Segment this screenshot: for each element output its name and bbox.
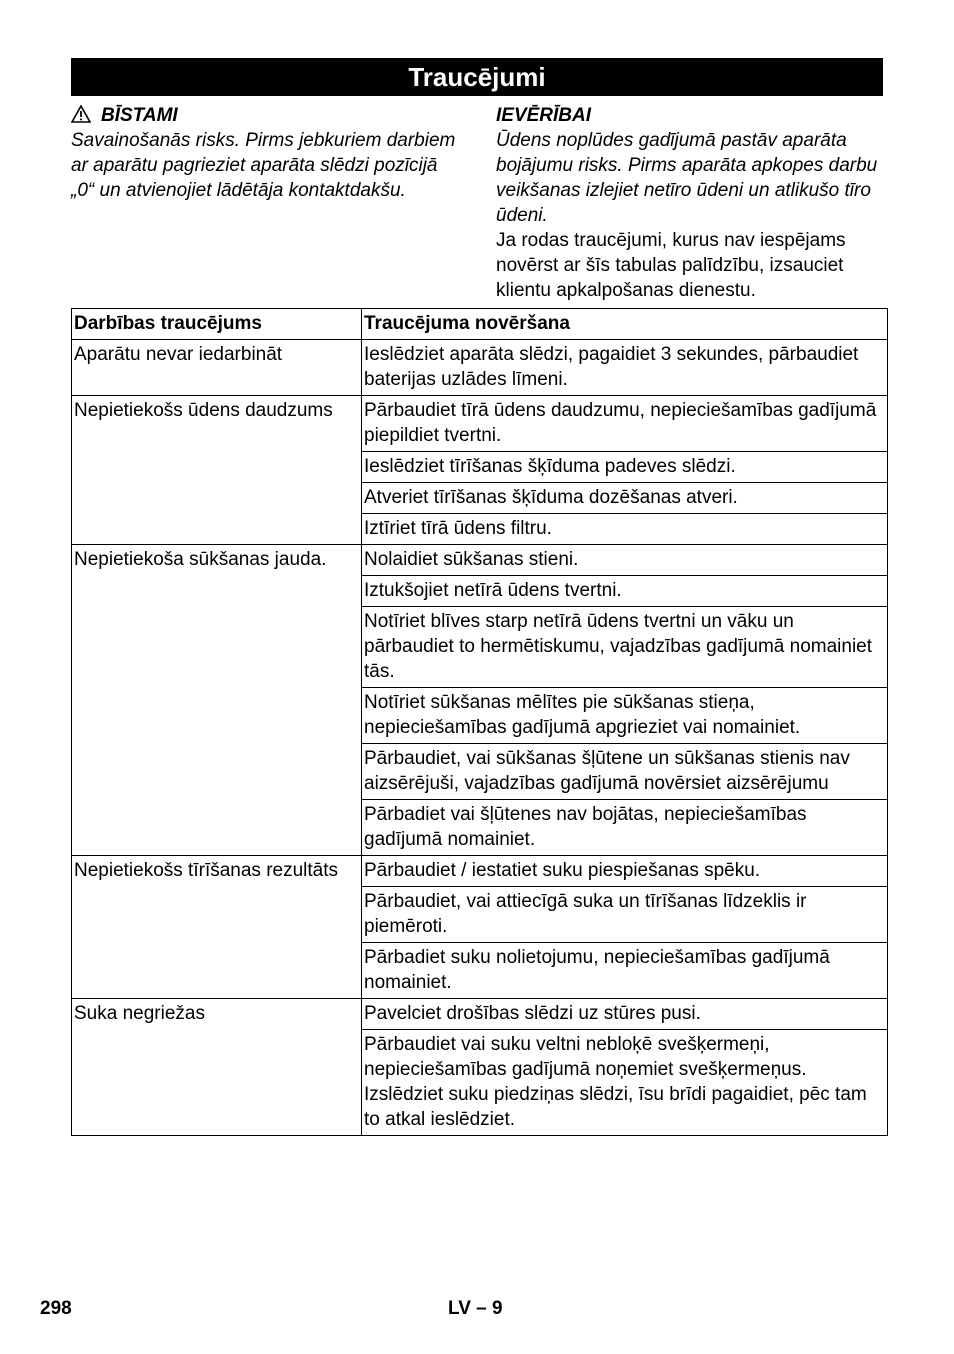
fault-cell: Aparātu nevar iedarbināt [72,340,362,396]
remedy-cell: Pārbaudiet / iestatiet suku piespiešanas spēku. [362,856,888,887]
remedy-cell: Pārbaudiet, vai attiecīgā suka un tīrīšanas līdzeklis ir piemēroti. [362,887,888,943]
page-number: 298 [40,1298,72,1319]
remedy-cell: Notīriet sūkšanas mēlītes pie sūkšanas stieņa, nepieciešamības gadījumā apgrieziet vai nomainiet. [362,688,888,744]
remedy-cell: Notīriet blīves starp netīrā ūdens tvertni un vāku un pārbaudiet to hermētiskumu, vajadzības gadījumā nomainiet tās. [362,607,888,688]
table-row [72,340,888,396]
table-row [72,856,888,887]
remedy-cell: Pārbaudiet tīrā ūdens daudzumu, nepieciešamības gadījumā piepildiet tvertni. [362,396,888,452]
danger-text: Savainošanās risks. Pirms jebkuriem darbiem ar aparātu pagrieziet aparāta slēdzi pozīcijā „0“ un atvienojiet lādētāja kontaktdakšu. [71,130,456,201]
remedy-cell: Pārbadiet suku nolietojumu, nepieciešamības gadījumā nomainiet. [362,943,888,999]
fault-cell: Nepietiekošs ūdens daudzums [72,396,362,545]
table-row [72,999,888,1030]
notice-section [496,103,891,303]
danger-heading: BĪSTAMI [101,105,178,126]
remedy-cell: Pārbaudiet vai suku veltni nebloķē svešķermeņi, nepieciešamības gadījumā noņemiet svešķermeņus. Izslēdziet suku piedziņas slēdzi, īsu brīdi pagaidiet, pēc tam to atkal ieslēdziet. [362,1030,888,1136]
remedy-cell: Pārbadiet vai šļūtenes nav bojātas, nepieciešamības gadījumā nomainiet. [362,800,888,856]
fault-cell: Nepietiekoša sūkšanas jauda. [72,545,362,856]
notice-heading: IEVĒRĪBAI [496,105,592,126]
remedy-cell: Ieslēdziet aparāta slēdzi, pagaidiet 3 sekundes, pārbaudiet baterijas uzlādes līmeni. [362,340,888,396]
remedy-column-header: Traucējuma novēršana [362,309,888,340]
table-row [72,545,888,576]
remedy-cell: Nolaidiet sūkšanas stieni. [362,545,888,576]
troubleshooting-table [71,308,888,1136]
fault-cell: Nepietiekošs tīrīšanas rezultāts [72,856,362,999]
remedy-cell: Atveriet tīrīšanas šķīduma dozēšanas atveri. [362,483,888,514]
page-code: LV – 9 [448,1298,503,1319]
warning-triangle-icon [71,105,91,123]
remedy-cell: Iztīriet tīrā ūdens filtru. [362,514,888,545]
remedy-cell: Pārbaudiet, vai sūkšanas šļūtene un sūkšanas stienis nav aizsērējuši, vajadzības gadījumā novērsiet aizsērējumu [362,744,888,800]
page-title: Traucējumi [71,58,883,96]
danger-section [71,103,461,203]
remedy-cell: Ieslēdziet tīrīšanas šķīduma padeves slēdzi. [362,452,888,483]
table-row [72,396,888,452]
remedy-cell: Pavelciet drošības slēdzi uz stūres pusi. [362,999,888,1030]
table-header-row [72,309,888,340]
notice-info: Ja rodas traucējumi, kurus nav iespējams novērst ar šīs tabulas palīdzību, izsauciet klientu apkalpošanas dienestu. [496,230,846,301]
remedy-cell: Iztukšojiet netīrā ūdens tvertni. [362,576,888,607]
fault-column-header: Darbības traucējums [72,309,362,340]
fault-cell: Suka negriežas [72,999,362,1136]
notice-text: Ūdens noplūdes gadījumā pastāv aparāta bojājumu risks. Pirms aparāta apkopes darbu veikšanas izlejiet netīro ūdeni un atlikušo tīro ūdeni. [496,130,878,226]
